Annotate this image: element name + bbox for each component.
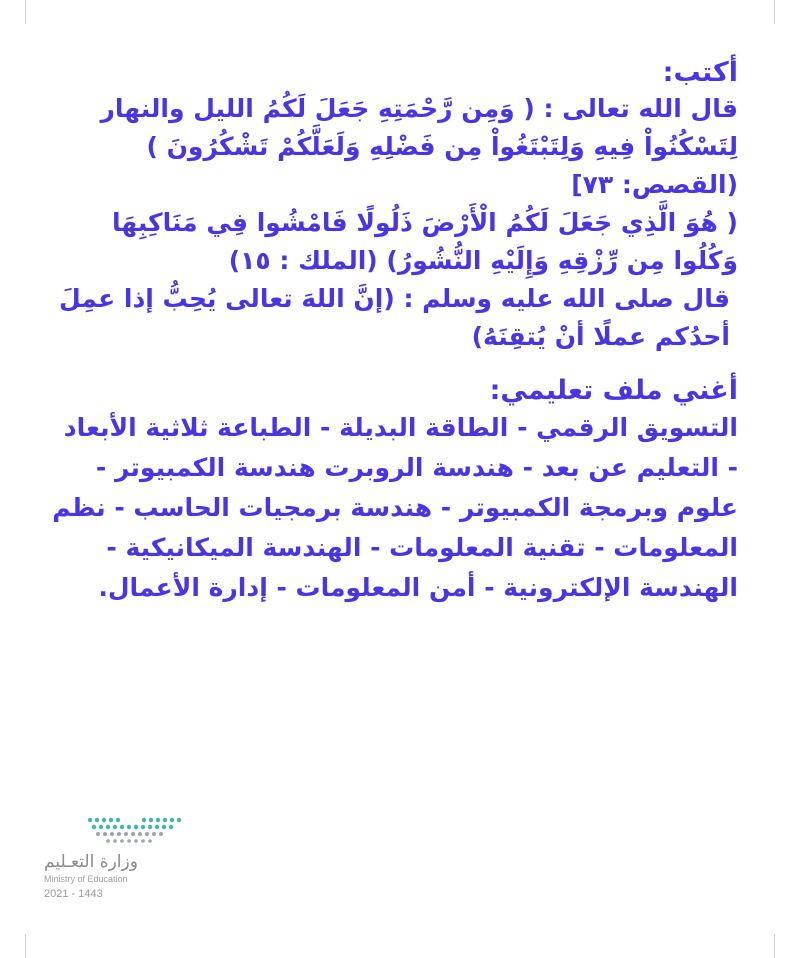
write-heading: أكتب: xyxy=(662,57,738,88)
crop-mark-top-right xyxy=(774,0,775,24)
ministry-logo-dots-icon xyxy=(84,814,184,848)
crop-mark-bottom-left xyxy=(25,934,26,958)
ministry-logo xyxy=(40,814,190,904)
hadith-text: قال صلى الله عليه وسلم : (إنَّ اللهَ تعالى يُحِبُّ إذا عمِلَ أحدُكم عملًا أنْ يُتقِنَهُ) xyxy=(59,284,730,351)
quran-verse-qasas: قال الله تعالى : ( وَمِن رَّحْمَتِهِ جَعَلَ لَكُمُ الليل والنهار لِتَسْكُنُواْ فِيهِ وَلِتَبْتَغُواْ مِن فَضْلِهِ وَلَعَلَّكُمْ تَشْكُرُونَ ) (القصص: ٧٣] xyxy=(100,94,738,199)
quran-verse-mulk: ( هُوَ الَّذِي جَعَلَ لَكُمُ الْأَرْضَ ذَلُولًا فَامْشُوا فِي مَنَاكِبِهَا وَكُلُوا مِن رِّزْقِهِ وَإِلَيْهِ النُّشُورُ) (الملك : ١٥) xyxy=(111,208,738,275)
ministry-name-arabic: وزارة التعـليم xyxy=(44,852,138,872)
crop-mark-bottom-right xyxy=(774,934,775,958)
topics-list: التسويق الرقمي - الطاقة البديلة - الطباعة ثلاثية الأبعاد - التعليم عن بعد - هندسة الروبرت هندسة الكمبيوتر - علوم وبرمجة الكمبيوتر - هندسة برمجيات الحاسب - نظم المعلومات - تقنية المعلومات - الهندسة الميكانيكية - الهندسة الإلكترونية - أمن المعلومات - إدارة الأعمال. xyxy=(52,413,738,602)
ministry-name-english: Ministry of Education xyxy=(44,874,128,884)
enrich-heading: أغني ملف تعليمي: xyxy=(489,375,738,406)
page-content xyxy=(48,56,738,608)
edition-year: 2021 - 1443 xyxy=(44,888,103,900)
crop-mark-top-left xyxy=(25,0,26,24)
